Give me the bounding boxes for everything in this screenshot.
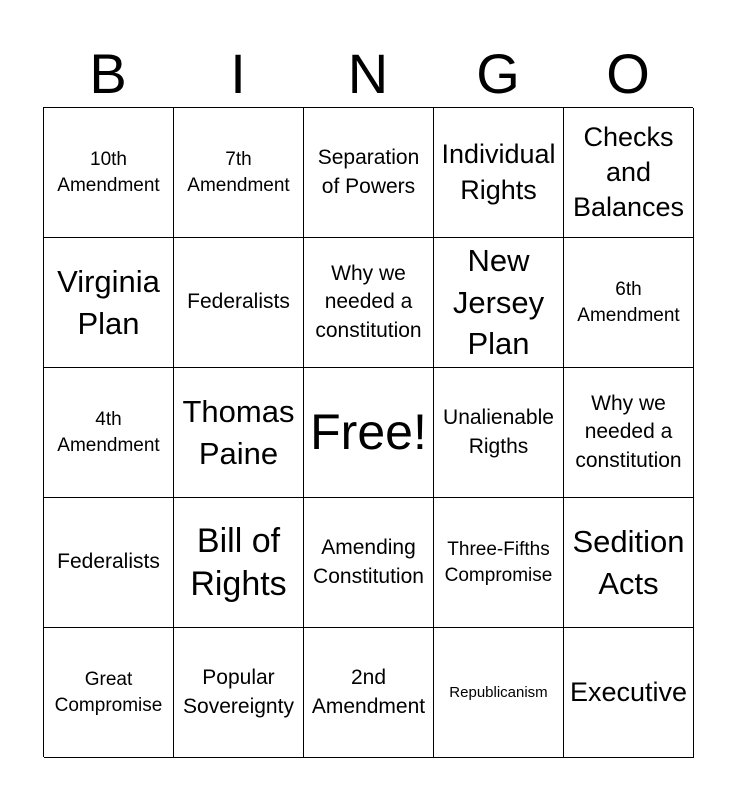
cell-text: Individual Rights [441,139,556,205]
cell-text: Separation of Powers [317,146,420,198]
cell-text: Executive [569,676,688,707]
cell-text: Why we needed a constitution [315,261,422,342]
bingo-cell[interactable] [44,238,174,368]
free-space-text: Free! [310,404,427,460]
bingo-cell[interactable] [174,368,304,498]
header-letter-i: I [230,42,246,105]
bingo-cell[interactable] [434,238,564,368]
bingo-cell[interactable] [174,108,304,238]
bingo-cell[interactable] [434,628,564,758]
bingo-cell[interactable] [304,108,434,238]
bingo-cell[interactable] [434,498,564,628]
bingo-cell[interactable] [434,368,564,498]
bingo-cell[interactable] [564,498,694,628]
bingo-cell[interactable] [564,628,694,758]
cell-text: Checks and Balances [572,121,685,223]
bingo-cell[interactable] [44,108,174,238]
free-space-cell[interactable] [304,368,434,498]
cell-text: Bill of Rights [190,522,287,603]
cell-text: 2nd Amendment [311,666,426,718]
bingo-cell[interactable] [304,238,434,368]
header-letter-o: O [606,42,650,105]
bingo-cell[interactable] [44,628,174,758]
cell-text: Popular Sovereignty [183,666,294,718]
bingo-cell[interactable] [564,238,694,368]
cell-text: Great Compromise [54,668,163,716]
cell-text: 6th Amendment [577,278,680,326]
cell-text: New Jersey Plan [452,242,545,362]
bingo-header [43,40,693,108]
bingo-cell[interactable] [44,498,174,628]
bingo-cell[interactable] [174,238,304,368]
cell-text: Amending Constitution [313,536,424,588]
bingo-cell[interactable] [564,368,694,498]
cell-text: Federalists [57,550,160,574]
bingo-cell[interactable] [304,498,434,628]
bingo-cell[interactable] [174,498,304,628]
bingo-cell[interactable] [174,628,304,758]
cell-text: Why we needed a constitution [575,391,682,472]
header-letter-b: B [89,42,127,105]
cell-text: Unalienable Rigths [443,406,554,458]
cell-text: Federalists [187,290,290,314]
cell-text: Sedition Acts [572,523,685,601]
bingo-cell[interactable] [44,368,174,498]
cell-text: 4th Amendment [57,408,160,456]
cell-text: Thomas Paine [182,393,295,471]
cell-text: 7th Amendment [187,148,290,196]
header-letter-n: N [347,42,389,105]
cell-text: Virginia Plan [57,263,160,341]
cell-text: Republicanism [449,683,548,701]
bingo-cell[interactable] [434,108,564,238]
header-letter-g: G [476,42,520,105]
bingo-grid [43,107,693,757]
bingo-cell[interactable] [304,628,434,758]
cell-text: Three-Fifths Compromise [444,538,553,586]
cell-text: 10th Amendment [57,148,160,196]
bingo-cell[interactable] [564,108,694,238]
